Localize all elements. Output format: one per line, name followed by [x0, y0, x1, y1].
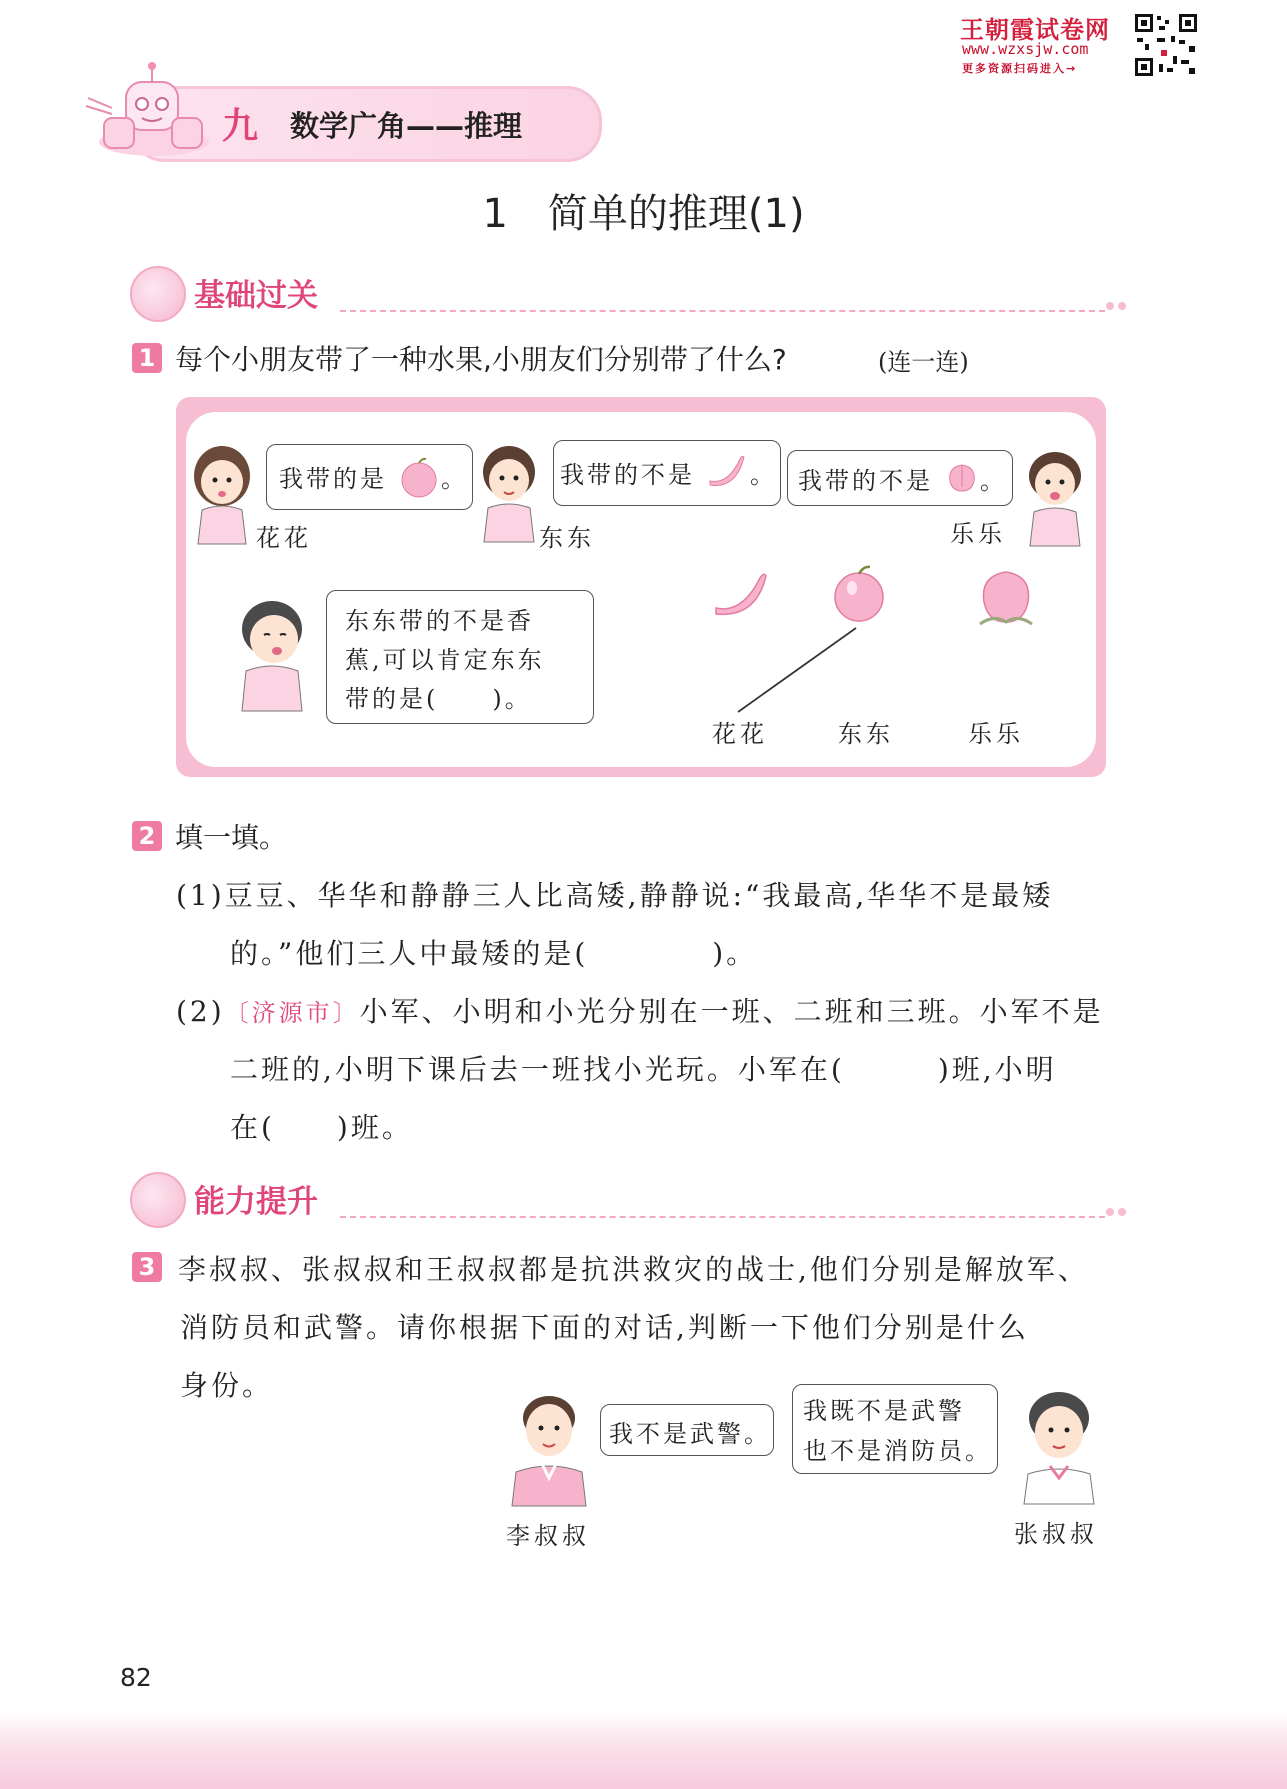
bubble-dongdong-suffix: 。	[750, 461, 777, 489]
boy-lele-icon	[1022, 446, 1088, 550]
q3-line-3: 身份。	[180, 1369, 274, 1402]
name-dongdong: 东东	[539, 524, 595, 552]
q2-p2-line-1	[176, 990, 1104, 1030]
brand-url[interactable]: www.wzxsjw.com	[962, 40, 1089, 58]
q2-p1-line-1: (1)豆豆、华华和静静三人比高矮,静静说:“我最高,华华不是最矮	[176, 879, 1054, 912]
q3-line-2: 消防员和武警。请你根据下面的对话,判断一下他们分别是什么	[180, 1311, 1029, 1344]
banana-fruit-icon[interactable]	[712, 568, 768, 620]
bubble-li-text: 我不是武警。	[609, 1420, 771, 1448]
bubble-lele-suffix: 。	[980, 467, 1007, 495]
region-tag: 〔济源市〕	[224, 999, 360, 1027]
bottom-name-dongdong[interactable]: 东东	[838, 720, 894, 748]
bubble-boy-thinking	[326, 590, 594, 724]
question-number-1: 1	[132, 343, 162, 373]
apple-icon	[399, 455, 439, 499]
brand-title: 王朝霞试卷网	[960, 16, 1110, 44]
bubble-huahua	[266, 444, 473, 510]
dots-decoration-icon	[1106, 1207, 1130, 1217]
footer-band	[0, 1712, 1287, 1789]
chapter-title: 数学广角——推理	[290, 109, 523, 143]
section-label-advanced: 能力提升	[194, 1184, 318, 1220]
q2-title: 填一填。	[175, 821, 288, 854]
bubble-huahua-text: 我带的是	[279, 465, 387, 493]
boy-thinking-icon	[232, 595, 312, 713]
boy-bubble-line-2: 蕉,可以肯定东东	[345, 646, 545, 674]
boy-dongdong-icon	[476, 440, 542, 546]
monkey-avatar-icon	[130, 1172, 186, 1228]
apple-fruit-icon[interactable]	[830, 562, 888, 624]
chapter-number: 九	[222, 106, 259, 147]
bottom-name-lele[interactable]: 乐乐	[968, 720, 1024, 748]
bubble-zhang	[792, 1384, 998, 1474]
bubble-dongdong	[553, 440, 781, 506]
robot-mascot-icon	[82, 60, 212, 160]
section-label-basic: 基础过关	[194, 278, 318, 314]
q1-text: 每个小朋友带了一种水果,小朋友们分别带了什么?	[175, 343, 787, 376]
question-number-3: 3	[132, 1252, 162, 1282]
peach-icon	[944, 459, 980, 495]
name-li: 李叔叔	[506, 1522, 590, 1550]
bubble-lele-text: 我带的不是	[798, 467, 933, 495]
q2-p2-prefix: (2)	[176, 995, 225, 1028]
section-divider	[340, 310, 1105, 312]
bubble-huahua-suffix: 。	[441, 465, 468, 493]
match-line	[730, 624, 870, 716]
bubble-lele	[787, 450, 1013, 506]
q1-hint: (连一连)	[878, 348, 969, 376]
section-divider-2	[340, 1216, 1105, 1218]
uncle-li-icon	[506, 1388, 592, 1508]
q3-line-1: 李叔叔、张叔叔和王叔叔都是抗洪救灾的战士,他们分别是解放军、	[178, 1253, 1089, 1286]
boy-bubble-line-1: 东东带的不是香	[345, 607, 534, 635]
bottom-name-huahua[interactable]: 花花	[712, 720, 768, 748]
bubble-li	[600, 1404, 774, 1456]
q2-p2-line1-rest: 小军、小明和小光分别在一班、二班和三班。小军不是	[359, 995, 1104, 1028]
girl-huahua-icon	[188, 440, 256, 548]
bubble-zhang-line-2: 也不是消防员。	[803, 1437, 992, 1465]
dots-decoration-icon	[1106, 301, 1130, 311]
q2-p2-line-3: 在( )班。	[230, 1111, 413, 1144]
uncle-zhang-icon	[1016, 1386, 1102, 1506]
qr-code-icon[interactable]	[1133, 12, 1199, 78]
brand-scan-text: 更多资源扫码进入→	[962, 62, 1078, 75]
peach-fruit-icon[interactable]	[970, 566, 1042, 630]
q2-p2-line-2: 二班的,小明下课后去一班找小光玩。小军在( )班,小明	[230, 1053, 1057, 1086]
name-zhang: 张叔叔	[1014, 1520, 1098, 1548]
lesson-title: 1 简单的推理(1)	[482, 191, 805, 237]
question-number-2: 2	[132, 821, 162, 851]
girl-avatar-icon	[130, 266, 186, 322]
page-number: 82	[120, 1663, 152, 1692]
boy-bubble-line-3: 带的是( )。	[345, 685, 532, 713]
bubble-dongdong-text: 我带的不是	[560, 461, 695, 489]
banana-icon	[706, 451, 746, 491]
name-lele: 乐乐	[950, 520, 1006, 548]
name-huahua: 花花	[256, 524, 312, 552]
q2-p1-line-2: 的。”他们三人中最矮的是( )。	[230, 937, 758, 970]
bubble-zhang-line-1: 我既不是武警	[803, 1397, 965, 1425]
